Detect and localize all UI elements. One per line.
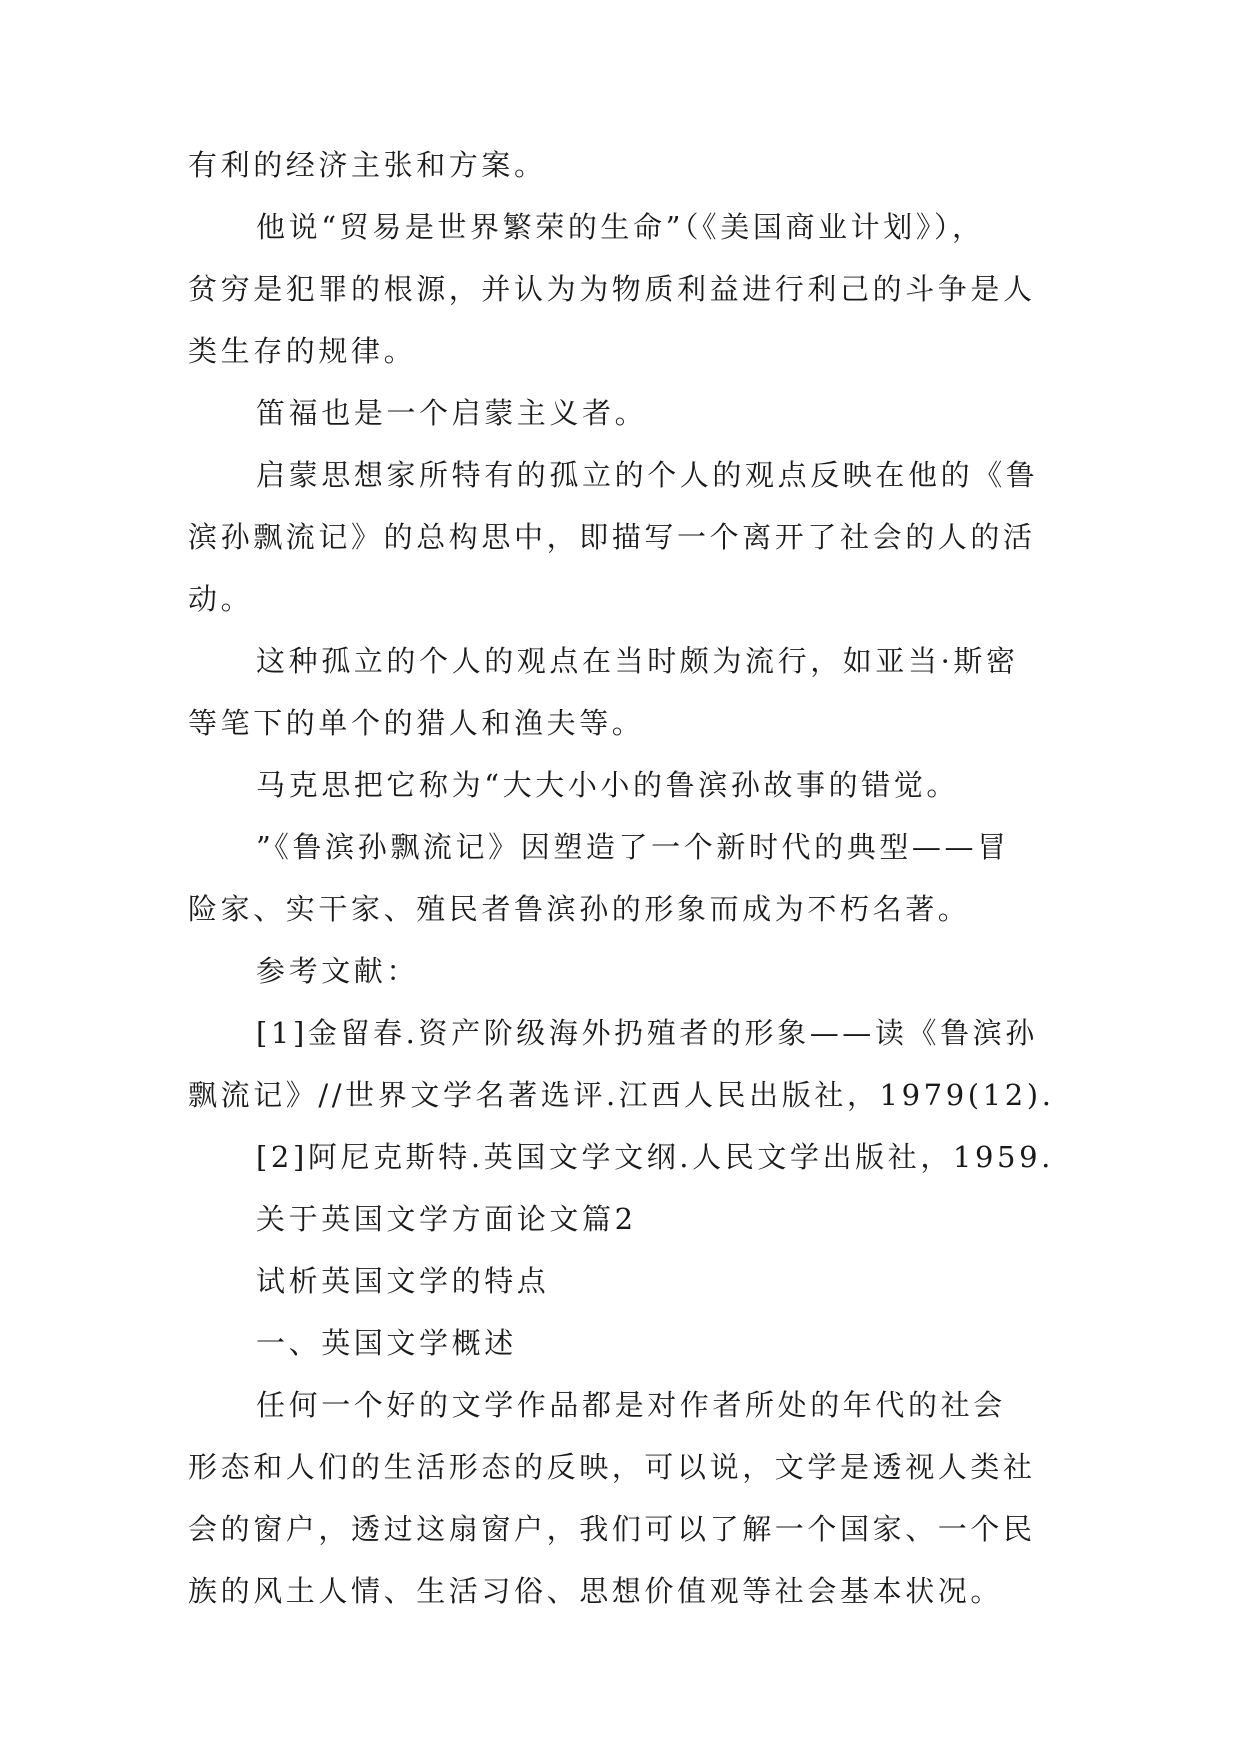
- text-line: 类生存的规律。: [188, 334, 417, 368]
- text-line: 族的风土人情、生活习俗、思想价值观等社会基本状况。: [188, 1574, 1004, 1608]
- text-line: 贫穷是犯罪的根源，并认为为物质利益进行利己的斗争是人: [188, 272, 1036, 306]
- paragraph: [188, 754, 1068, 816]
- text-line: 动。: [188, 582, 254, 616]
- paragraph: [188, 382, 1068, 444]
- text-line: 等笔下的单个的猎人和渔夫等。: [188, 706, 645, 740]
- text-line: 一、英国文学概述: [256, 1326, 517, 1360]
- text-line: 这种孤立的个人的观点在当时颇为流行，如亚当·斯密: [256, 644, 1019, 678]
- paragraph: [188, 444, 1068, 630]
- text-line: 会的窗户，透过这扇窗户，我们可以了解一个国家、一个民: [188, 1512, 1036, 1546]
- text-line: 滨孙飘流记》的总构思中，即描写一个离开了社会的人的活: [188, 520, 1036, 554]
- text-line: 飘流记》//世界文学名著选评.江西人民出版社，1979(12).: [188, 1078, 1055, 1112]
- text-line: 险家、实干家、殖民者鲁滨孙的形象而成为不朽名著。: [188, 892, 971, 926]
- paragraph: [188, 816, 1068, 940]
- text-line: ”《鲁滨孙飘流记》因塑造了一个新时代的典型——冒: [256, 830, 1010, 864]
- text-line: 他说“贸易是世界繁荣的生命”（《美国商业计划》），: [256, 210, 985, 244]
- text-line: [2]阿尼克斯特.英国文学文纲.人民文学出版社，1959.: [256, 1140, 1054, 1174]
- references-heading: 参考文献：: [256, 954, 420, 988]
- text-line: 任何一个好的文学作品都是对作者所处的年代的社会: [256, 1388, 1006, 1422]
- paragraph: [188, 134, 1068, 196]
- article-title: [188, 1250, 1068, 1312]
- section-heading: [188, 1312, 1068, 1374]
- text-line: 马克思把它称为“大大小小的鲁滨孙故事的错觉。: [256, 768, 960, 802]
- text-line: [1]金留春.资产阶级海外扔殖者的形象——读《鲁滨孙: [256, 1016, 1038, 1050]
- text-line: 笛福也是一个启蒙主义者。: [256, 396, 648, 430]
- paragraph: [188, 630, 1068, 754]
- section-title: [188, 1188, 1068, 1250]
- text-line: 关于英国文学方面论文篇2: [256, 1202, 637, 1236]
- paragraph: [188, 196, 1068, 382]
- paragraph: [188, 1374, 1068, 1622]
- paragraph: [188, 940, 1068, 1002]
- text-line: 启蒙思想家所特有的孤立的个人的观点反映在他的《鲁: [256, 458, 1039, 492]
- reference-item: [188, 1126, 1068, 1188]
- text-line: 试析英国文学的特点: [256, 1264, 550, 1298]
- document-body: [188, 134, 1068, 1622]
- text-line: 有利的经济主张和方案。: [188, 148, 547, 182]
- reference-item: [188, 1002, 1068, 1126]
- text-line: 形态和人们的生活形态的反映，可以说，文学是透视人类社: [188, 1450, 1036, 1484]
